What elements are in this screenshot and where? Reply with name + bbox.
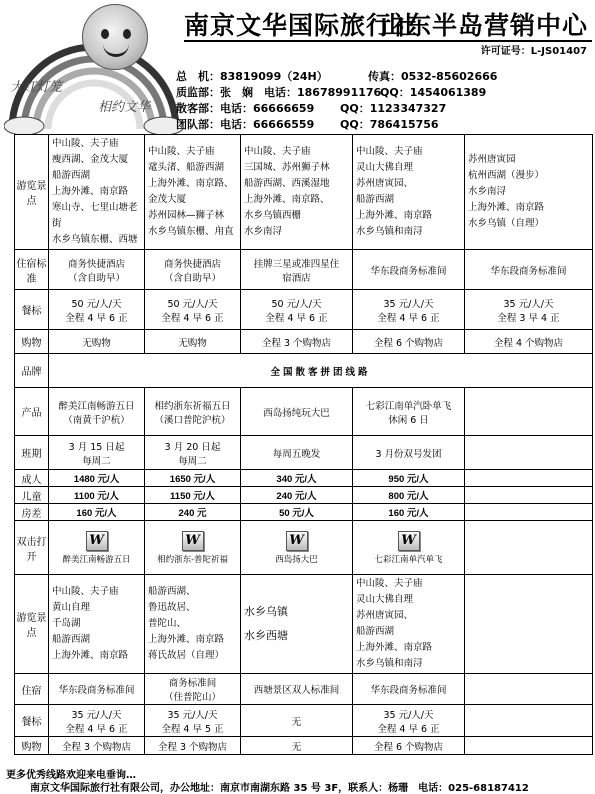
row-brand (15, 354, 593, 388)
cell-line: （南黄千沪杭） (63, 414, 130, 426)
cell-line: 西岛扬纯玩大巴 (263, 407, 330, 419)
cell-line: 上海外滩、南京路 (148, 634, 225, 645)
row-child-price (15, 487, 593, 504)
cell-line: 商务快捷酒店 (67, 258, 125, 270)
agency-title: 南京文华国际旅行社 (184, 11, 419, 40)
cell-line: 50 元/人/天 (271, 298, 322, 310)
cell-line: 3 月 15 日起 (68, 441, 125, 453)
price-cell: 1480 元/人 (49, 470, 145, 487)
row-label: 房差 (15, 504, 49, 521)
cell-line: 挂牌三星或准四星住 (253, 258, 340, 270)
row-label: 产品 (15, 388, 49, 436)
cell-line: 杭州西湖（漫步） (468, 170, 545, 181)
price-cell: 800 元/人 (353, 487, 465, 504)
cell-line: 50 元/人/天 (71, 298, 122, 310)
route-cell (49, 135, 145, 250)
route-cell (49, 575, 145, 674)
cell-line: 上海外滩、南京路 (52, 186, 129, 197)
contact-retail-qq: QQ：1123347327 (340, 102, 447, 115)
shopping-cell: 全程 3 个购物店 (241, 330, 353, 354)
empty-cell (465, 575, 593, 674)
lodging-cell (241, 674, 353, 705)
contact-group-qq: QQ：786415756 (340, 118, 439, 131)
route-cell (241, 135, 353, 250)
cell-line: 水乡乌镇和南浔 (356, 226, 423, 237)
cell-line: 上海外滩、南京路、 (244, 194, 330, 205)
cell-line: 水乡乌镇西栅 (244, 210, 302, 221)
cell-line: 35 元/人/天 (167, 709, 218, 721)
cell-line: 3 月 20 日起 (164, 441, 221, 453)
cell-line: 3 月份双号发团 (375, 448, 442, 460)
lodging-cell (353, 674, 465, 705)
cell-line: 中山陵、夫子庙 (52, 586, 119, 597)
row-label: 餐标 (15, 290, 49, 330)
sun-mouth (103, 43, 129, 57)
cell-line: 千岛湖 (52, 618, 81, 629)
route-cell (353, 575, 465, 674)
contact-switchboard: 总 机：83819099（24H） (176, 70, 328, 83)
cell-line: 商务快捷酒店 (163, 258, 221, 270)
word-doc-link[interactable] (148, 531, 237, 565)
doc-cell (353, 521, 465, 575)
cell-line: 水乡乌镇和南浔 (356, 658, 423, 669)
route-cell (145, 135, 241, 250)
cell-line: 35 元/人/天 (71, 709, 122, 721)
shopping-cell: 全程 3 个购物店 (145, 737, 241, 755)
empty-cell (465, 705, 593, 737)
departure-cell (49, 436, 145, 470)
cell-line: 全程 4 早 6 正 (265, 312, 328, 324)
price-cell: 340 元/人 (241, 470, 353, 487)
price-cell: 950 元/人 (353, 470, 465, 487)
doc-cell (241, 521, 353, 575)
meals-cell (49, 290, 145, 330)
cell-line: （住普陀山） (163, 692, 221, 703)
cell-line: 全程 4 早 6 正 (65, 723, 128, 735)
brand-banner: 全国散客拼团线路 (49, 354, 593, 388)
cell-line: 灵山大佛自理 (356, 162, 414, 173)
cell-line: 全程 4 早 6 正 (161, 312, 224, 324)
price-cell: 160 元/人 (49, 504, 145, 521)
word-document-icon: W (182, 531, 204, 551)
cell-line: 华东段商务标准间 (490, 265, 567, 277)
cell-line: 50 元/人/天 (167, 298, 218, 310)
cell-line: （溪口普陀沪杭） (154, 414, 231, 426)
title-bar (184, 2, 592, 42)
lodging-cell (241, 250, 353, 290)
departure-cell (145, 436, 241, 470)
doc-label: 西岛扬大巴 (275, 554, 318, 565)
meals-cell (353, 705, 465, 737)
cell-line: 苏州唐寅园、 (356, 178, 414, 189)
lodging-cell (49, 674, 145, 705)
word-document-icon: W (286, 531, 308, 551)
lodging-cell (145, 674, 241, 705)
cell-line: 宿酒店 (282, 272, 311, 284)
row-label: 班期 (15, 436, 49, 470)
row-upper-meals (15, 290, 593, 330)
row-upper-lodging (15, 250, 593, 290)
empty-cell (465, 388, 593, 436)
cell-line: 上海外滩、南京路 (356, 210, 433, 221)
cell-line: 全程 3 早 4 正 (497, 312, 560, 324)
cell-line: 苏州园林—狮子林 (148, 210, 225, 221)
cell-line: 金茂大厦 (148, 194, 187, 205)
cell-line: 35 元/人/天 (383, 709, 434, 721)
price-cell: 160 元/人 (353, 504, 465, 521)
cell-line: 鲁迅故居、 (148, 602, 196, 613)
cell-line: 相约浙东祈福五日 (154, 400, 231, 412)
row-label: 住宿标准 (15, 250, 49, 290)
row-label: 购物 (15, 330, 49, 354)
cell-line: 中山陵、夫子庙 (244, 146, 311, 157)
empty-cell (465, 487, 593, 504)
cell-line: 寒山寺、七里山塘老街 (52, 202, 138, 229)
product-cell (353, 388, 465, 436)
doodle-right: 相约文华 (98, 100, 151, 115)
smiling-sun-logo (82, 4, 148, 70)
cell-line: 全程 4 早 5 正 (161, 723, 224, 735)
price-cell: 240 元/人 (241, 487, 353, 504)
price-cell: 240 元 (145, 504, 241, 521)
cell-line: 西塘景区双人标准间 (253, 685, 340, 696)
row-label: 住宿 (15, 674, 49, 705)
empty-cell (465, 504, 593, 521)
contact-retail-phone: 散客部：电话：66666659 (176, 102, 315, 115)
cell-line: 每周五晚发 (272, 448, 321, 460)
price-cell: 1100 元/人 (49, 487, 145, 504)
cell-line: 船游西湖 (356, 194, 395, 205)
doc-cell (145, 521, 241, 575)
cell-line: 灵山大佛自理 (356, 594, 414, 605)
empty-cell (465, 436, 593, 470)
cell-line: 船游西湖、西溪湿地 (244, 178, 330, 189)
row-label: 品牌 (15, 354, 49, 388)
cell-line: 全程 4 早 6 正 (377, 312, 440, 324)
meals-cell (49, 705, 145, 737)
cell-line: 鼋头渚、船游西湖 (148, 162, 225, 173)
contact-quality-qq: QQ：1454061389 (380, 86, 487, 99)
row-open-docs (15, 521, 593, 575)
row-label: 游览景点 (15, 575, 49, 674)
route-cell (465, 135, 593, 250)
row-upper-shopping (15, 330, 593, 354)
meals-cell (241, 705, 353, 737)
cell-line: 船游西湖、 (148, 586, 196, 597)
doc-label: 七彩江南单汽单飞 (374, 554, 443, 565)
row-room-supplement (15, 504, 593, 521)
meals-cell (353, 290, 465, 330)
cell-line: 苏州唐寅园、 (356, 610, 414, 621)
cell-line: 华东段商务标准间 (58, 685, 135, 696)
row-label: 双击打开 (15, 521, 49, 575)
region-title: 山东半岛营销中心 (379, 11, 588, 40)
cell-line: 水乡西塘 (244, 629, 288, 642)
cell-line: 水乡乌镇 (244, 605, 288, 618)
empty-cell (465, 737, 593, 755)
shopping-cell: 无 (241, 737, 353, 755)
cell-line: 中山陵、夫子庙 (148, 146, 215, 157)
contact-fax: 传真：0532-85602666 (368, 70, 498, 83)
cell-line: 华东段商务标准间 (370, 685, 447, 696)
cell-line: 华东段商务标准间 (370, 265, 447, 277)
cell-line: 水乡乌镇东栅、甪直 (148, 226, 234, 237)
shopping-cell: 全程 4 个购物店 (465, 330, 593, 354)
lodging-cell (465, 250, 593, 290)
header (0, 0, 595, 132)
contact-quality-phone: 质监部：张 娴 电话：18678991176 (176, 86, 382, 99)
cell-line: 35 元/人/天 (383, 298, 434, 310)
row-label: 游览景点 (15, 135, 49, 250)
lodging-cell (49, 250, 145, 290)
cell-line: 中山陵、夫子庙 (52, 138, 119, 149)
route-cell (353, 135, 465, 250)
cell-line: 苏州唐寅园 (468, 154, 516, 165)
lodging-cell (353, 250, 465, 290)
empty-cell (465, 521, 593, 575)
word-doc-link[interactable] (244, 531, 349, 565)
price-cell: 1150 元/人 (145, 487, 241, 504)
doc-label: 相约浙东-普陀祈福 (157, 554, 228, 565)
word-doc-link[interactable] (356, 531, 461, 565)
license-number: 许可证号：L-JS01407 (480, 46, 587, 57)
cell-line: 船游西湖 (356, 626, 395, 637)
meals-cell (241, 290, 353, 330)
footer-invite: 更多优秀线路欢迎来电垂询… (6, 770, 136, 781)
lodging-cell (145, 250, 241, 290)
cell-line: 休闲 6 日 (388, 414, 429, 426)
product-cell (145, 388, 241, 436)
route-cell (241, 575, 353, 674)
departure-cell (353, 436, 465, 470)
cell-line: 中山陵、夫子庙 (356, 578, 423, 589)
cell-line: 水乡乌镇（自理） (468, 218, 545, 229)
cell-line: 水乡乌镇东栅、西塘 (52, 234, 138, 245)
shopping-cell: 无购物 (49, 330, 145, 354)
cell-line: 商务标准间 (168, 678, 217, 689)
row-lower-spots (15, 575, 593, 674)
row-departure (15, 436, 593, 470)
row-adult-price (15, 470, 593, 487)
empty-cell (465, 470, 593, 487)
row-upper-spots (15, 135, 593, 250)
cell-line: 七彩江南单汽卧单飞 (365, 400, 452, 412)
itinerary-table (14, 134, 593, 755)
cell-line: 上海外滩、南京路 (468, 202, 545, 213)
cell-line: 上海外滩、南京路 (356, 642, 433, 653)
row-label: 成人 (15, 470, 49, 487)
meals-cell (145, 290, 241, 330)
cell-line: 三国城、苏州狮子林 (244, 162, 330, 173)
product-cell (241, 388, 353, 436)
cell-line: （含自助早） (163, 272, 221, 284)
row-lower-lodging (15, 674, 593, 705)
product-cell (49, 388, 145, 436)
cell-line: 全程 4 早 6 正 (377, 723, 440, 735)
cell-line: 黄山自理 (52, 602, 91, 613)
meals-cell (465, 290, 593, 330)
footer-company-address: 南京文华国际旅行社有限公司，办公地址：南京市南湖东路 35 号 3F，联系人：杨珊 电话：025-68187412 (30, 783, 529, 794)
row-label: 购物 (15, 737, 49, 755)
cell-line: 上海外滩、南京路 (52, 650, 129, 661)
cell-line: 蒋氏故居（自理） (148, 650, 225, 661)
row-label: 儿童 (15, 487, 49, 504)
shopping-cell: 无购物 (145, 330, 241, 354)
row-label: 餐标 (15, 705, 49, 737)
doodle-left: 大红灯笼 (10, 80, 63, 95)
sun-eye-left (101, 29, 109, 39)
cell-line: 水乡南浔 (468, 186, 507, 197)
cell-line: 水乡南浔 (244, 226, 283, 237)
cell-line: 中山陵、夫子庙 (356, 146, 423, 157)
cell-line: 每周二 (178, 455, 207, 467)
shopping-cell: 全程 3 个购物店 (49, 737, 145, 755)
price-cell: 50 元/人 (241, 504, 353, 521)
cell-line: 船游西湖 (52, 634, 91, 645)
shopping-cell: 全程 6 个购物店 (353, 737, 465, 755)
row-lower-shopping (15, 737, 593, 755)
meals-cell (145, 705, 241, 737)
sun-eye-right (123, 29, 131, 39)
cell-line: 醉美江南畅游五日 (58, 400, 135, 412)
word-doc-link[interactable] (52, 531, 141, 565)
cell-line: 全程 4 早 6 正 (65, 312, 128, 324)
cell-line: 普陀山、 (148, 618, 187, 629)
price-cell: 1650 元/人 (145, 470, 241, 487)
cell-line: 瘦西湖、金茂大厦 (52, 154, 129, 165)
word-document-icon: W (398, 531, 420, 551)
contact-group-phone: 团队部：电话：66666559 (176, 118, 315, 131)
doc-label: 醉美江南畅游五日 (62, 554, 131, 565)
empty-cell (465, 674, 593, 705)
cell-line: 每周二 (82, 455, 111, 467)
departure-cell (241, 436, 353, 470)
row-product (15, 388, 593, 436)
shopping-cell: 全程 6 个购物店 (353, 330, 465, 354)
route-cell (145, 575, 241, 674)
doc-cell (49, 521, 145, 575)
cell-line: 35 元/人/天 (503, 298, 554, 310)
word-document-icon: W (86, 531, 108, 551)
cell-line: （含自助早） (67, 272, 125, 284)
cell-line: 无 (291, 716, 302, 728)
row-lower-meals (15, 705, 593, 737)
cell-line: 上海外滩、南京路、 (148, 178, 234, 189)
cell-line: 船游西湖 (52, 170, 91, 181)
